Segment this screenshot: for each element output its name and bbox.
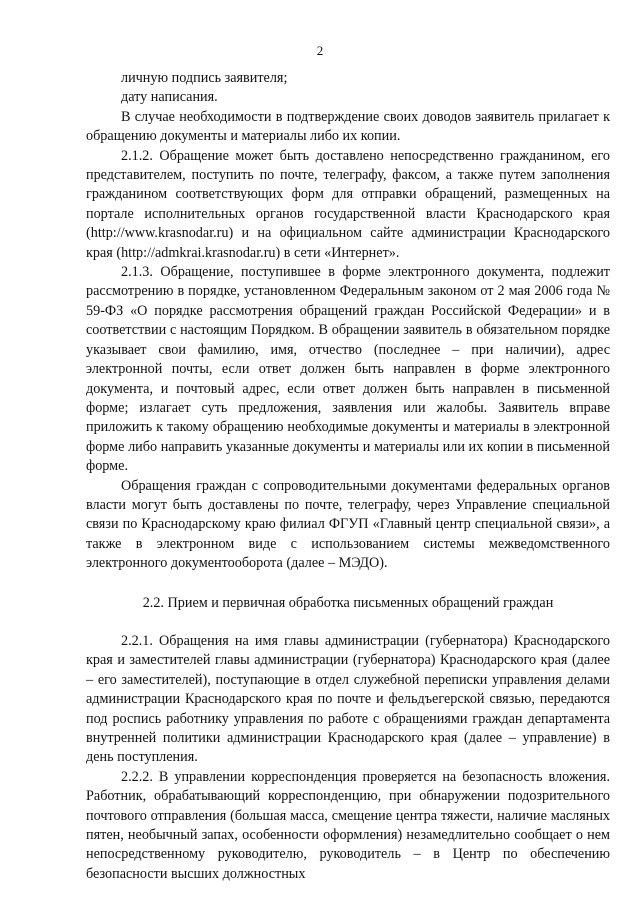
section-heading-2-2: 2.2. Прием и первичная обработка письменных обращений граждан <box>142 594 554 611</box>
paragraph-signature-line: личную подпись заявителя; <box>121 70 288 86</box>
paragraph-2-2-1: 2.2.1. Обращения на имя главы администрации (губернатора) Краснодарского края и заместителей главы администрации (губернатора) Краснодарского края (далее – его заместителей), поступающие в отдел служебной переписки управления делами администрации Краснодарского края по почте и фельдъегерской связью, передаются под роспись работнику управления по работе с обращениями граждан департамента внутренней политики администрации Краснодарского края (далее – управление) в день поступления. <box>86 632 610 766</box>
paragraph-2-1-2: 2.1.2. Обращение может быть доставлено непосредственно гражданином, его представителем, поступить по почте, телеграфу, факсом, а также путем заполнения гражданином соответствующих форм для отправки обращений, размещенных на портале исполнительных органов государственной власти Краснодарского края (http://www.krasnodar.ru) и на официальном сайте администрации Краснодарского края (http://admkrai.krasnodar.ru) в сети «Интернет». <box>86 147 610 261</box>
document-body <box>86 69 610 884</box>
paragraph-federal-appeals: Обращения граждан с сопроводительными документами федеральных органов власти могут быть доставлены по почте, телеграфу, через Управление специальной связи по Краснодарскому краю филиал ФГУП «Главный центр специальной связи», а также в электронном виде с использованием системы межведомственного электронного документооборота (далее – МЭДО). <box>86 477 610 572</box>
paragraph-date-line: дату написания. <box>121 89 218 106</box>
page-number: 2 <box>316 43 324 58</box>
paragraph-attachments: В случае необходимости в подтверждение своих доводов заявитель прилагает к обращению документы и материалы либо их копии. <box>86 108 610 145</box>
paragraph-2-2-2: 2.2.2. В управлении корреспонденция проверяется на безопасность вложения. Работник, обрабатывающий корреспонденцию, при обнаружении подозрительного почтового отправления (большая масса, смещение центра тяжести, наличие масляных пятен, необычный запах, особенности оформления) незамедлительно сообщает о нем непосредственному руководителю, руководитель – в Центр по обеспечению безопасности высших должностных <box>86 768 610 882</box>
paragraph-2-1-3: 2.1.3. Обращение, поступившее в форме электронного документа, подлежит рассмотрению в порядке, установленном Федеральным законом от 2 мая 2006 года № 59-ФЗ «О порядке рассмотрения обращений граждан Российской Федерации» и в соответствии с настоящим Порядком. В обращении заявитель в обязательном порядке указывает свои фамилию, имя, отчество (последнее – при наличии), адрес электронной почты, если ответ должен быть направлен в форме электронного документа, и почтовый адрес, если ответ должен быть направлен в письменной форме; излагает суть предложения, заявления или жалобы. Заявитель вправе приложить к такому обращению необходимые документы и материалы в электронной форме либо направить указанные документы и материалы или их копии в письменной форме. <box>86 264 610 475</box>
